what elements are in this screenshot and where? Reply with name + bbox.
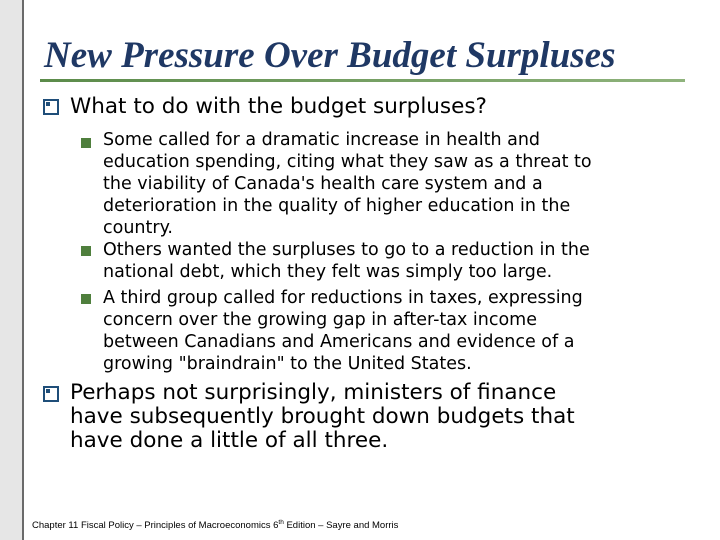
square-bullet-icon (42, 385, 60, 403)
bullet-text-question: What to do with the budget surpluses? (70, 94, 487, 119)
footer-text: Chapter 11 Fiscal Policy – Principles of Macroeconomics 6 (32, 520, 279, 532)
left-margin-bar (0, 0, 22, 540)
footer-superscript: th (278, 519, 284, 526)
square-bullet-icon (42, 98, 60, 116)
bullet-text-conclusion: Perhaps not surprisingly, ministers of finance have subsequently brought down budgets that have done a little of all three. (70, 380, 575, 453)
slide-footer (32, 519, 398, 531)
sub-bullet-text-health: Some called for a dramatic increase in health and education spending, citing what they saw as a threat to the viability of Canada's health care system and a deterioration in the quality of higher education in the country. (103, 130, 592, 238)
sub-bullet-text-taxes: A third group called for reductions in taxes, expressing concern over the growing gap in after-tax income between Canadians and Americans and evidence of a growing "braindrain" to the United States. (103, 288, 583, 374)
footer-text-end: Edition – Sayre and Morris (283, 520, 399, 532)
square-sub-bullet-icon (81, 294, 91, 304)
square-sub-bullet-icon (81, 138, 91, 148)
sub-bullet-text-debt: Others wanted the surpluses to go to a reduction in the national debt, which they felt was simply too large. (103, 240, 590, 282)
slide-title: New Pressure Over Budget Surpluses (44, 35, 616, 76)
title-underline (40, 79, 685, 82)
square-sub-bullet-icon (81, 246, 91, 256)
